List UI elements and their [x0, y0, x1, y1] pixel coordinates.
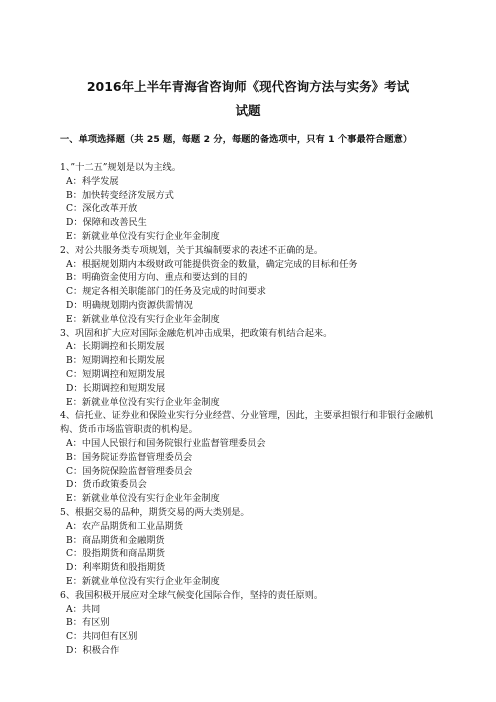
option-c: C：短期调控和短期发展: [66, 368, 165, 380]
question-stem: 1、”十二五”规划是以为主线。: [60, 162, 181, 173]
option-e: E：新就业单位没有实行企业年金制度: [66, 575, 220, 587]
option-a: A：农产品期货和工业品期货: [66, 520, 183, 532]
option-d: D：货币政策委员会: [66, 479, 147, 491]
option-d: D：明确规划期内资源供需情况: [66, 299, 193, 311]
option-b: B：加快转变经济发展方式: [66, 189, 174, 201]
option-b: B：商品期货和金融期货: [66, 534, 165, 546]
option-a: A：中国人民银行和国务院银行业监督管理委员会: [66, 437, 266, 449]
option-a: A：科学发展: [66, 175, 119, 187]
option-c: C：共同但有区别: [66, 631, 138, 643]
section-heading: 一、单项选择题（共 25 题，每题 2 分，每题的备选项中，只有 1 个事最符合题意）: [60, 134, 413, 145]
option-c: C：规定各相关职能部门的任务及完成的时间要求: [66, 286, 266, 298]
question-stem: 6、我国积极开展应对全球气候变化国际合作，坚持的责任原则。: [60, 589, 324, 601]
option-d: D：保障和改善民生: [66, 217, 147, 229]
option-d: D：利率期货和股指期货: [66, 562, 166, 574]
option-a: A：共同: [66, 603, 101, 615]
option-c: C：深化改革开放: [66, 203, 138, 215]
option-e: E：新就业单位没有实行企业年金制度: [66, 396, 220, 408]
option-c: C：国务院保险监督管理委员会: [66, 465, 193, 477]
option-a: A：根据规划期内本级财政可能提供资金的数量，确定完成的目标和任务: [66, 258, 358, 270]
question-stem: 3、巩固和扩大应对国际金融危机冲击成果，把政策有机结合起来。: [60, 327, 333, 339]
question-list: [60, 161, 440, 658]
option-b: B：明确资金使用方向、重点和要达到的目的: [66, 272, 248, 284]
document-title-line-2: 试题: [235, 103, 261, 118]
option-e: E：新就业单位没有实行企业年金制度: [66, 493, 220, 505]
question-stem: 2、对公共服务类专项规划，关于其编制要求的表述不正确的是。: [60, 244, 324, 256]
option-e: E：新就业单位没有实行企业年金制度: [66, 313, 220, 325]
document-title-line-1: 2016年上半年青海省咨询师《现代咨询方法与实务》考试: [86, 79, 410, 94]
option-a: A：长期调控和长期发展: [66, 341, 165, 353]
option-d: D：长期调控和短期发展: [66, 382, 166, 394]
option-e: E：新就业单位没有实行企业年金制度: [66, 230, 220, 242]
option-d: D：积极合作: [66, 644, 120, 656]
option-b: B：国务院证券监督管理委员会: [66, 451, 193, 463]
option-b: B：有区别: [66, 617, 110, 629]
question-stem: 4、信托业、证券业和保险业实行分业经营、分业管理，因此，主要承担银行和非银行金融机构、货币市场监管职责的机构是。: [60, 410, 434, 436]
option-c: C：股指期货和商品期货: [66, 548, 165, 560]
question-stem: 5、根据交易的品种，期货交易的两大类别是。: [60, 506, 250, 518]
option-b: B：短期调控和长期发展: [66, 355, 165, 367]
